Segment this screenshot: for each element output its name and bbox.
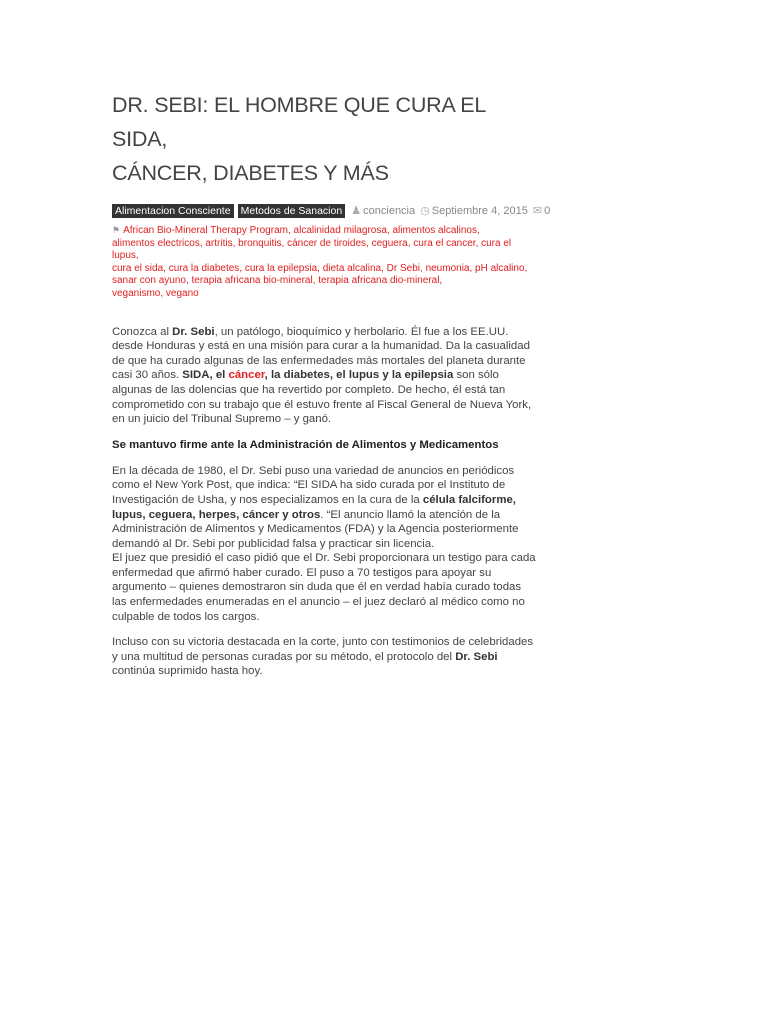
tag-link[interactable]: pH alcalino xyxy=(475,262,525,274)
text: continúa suprimido hasta hoy. xyxy=(112,665,263,678)
comments-icon: ✉ xyxy=(532,205,543,217)
text: En la década de 1980, el Dr. Sebi puso una variedad de anuncios en periódicos como el New York Post, que indica: “El SIDA ha sido curada por el Instituto de Investigación de Usha, y nos especializamos en la cura de la xyxy=(112,464,515,506)
cancer-link[interactable]: cáncer xyxy=(228,369,265,382)
paragraph xyxy=(112,325,538,427)
title-line-2: CÁNCER, DIABETES Y MÁS xyxy=(112,161,389,185)
author-link[interactable]: conciencia xyxy=(363,205,416,217)
tag-link[interactable]: vegano xyxy=(165,287,199,299)
article-body xyxy=(112,325,538,679)
post-meta xyxy=(112,204,551,219)
comment-count[interactable]: 0 xyxy=(544,205,551,217)
tag-link[interactable]: ceguera xyxy=(371,237,408,249)
title-line-1: DR. SEBI: EL HOMBRE QUE CURA EL SIDA, xyxy=(112,93,486,151)
tag-link[interactable]: dieta alcalina xyxy=(322,262,382,274)
tag-link[interactable]: alimentos alcalinos xyxy=(392,225,477,236)
clock-icon: ◷ xyxy=(420,205,430,217)
article-title xyxy=(112,88,538,190)
tag-link[interactable]: cura la diabetes xyxy=(168,262,240,274)
tag-link[interactable]: artritis xyxy=(205,237,233,249)
tag-icon: ⚑ xyxy=(112,225,121,235)
text: Incluso con su victoria destacada en la corte, junto con testimonios de celebridades y una multitud de personas curadas por su método, el protocolo del xyxy=(112,636,534,663)
post-date: Septiembre 4, 2015 xyxy=(431,205,528,217)
tag-link[interactable]: alimentos electricos xyxy=(112,237,200,249)
tag-link[interactable]: cáncer de tiroides xyxy=(287,237,367,249)
paragraph xyxy=(112,464,538,625)
tag-link[interactable]: cura el cancer xyxy=(413,237,476,249)
bold-text: Dr. Sebi xyxy=(172,325,215,338)
text: . “El anuncio llamó la atención de la Administración de Alimentos y Medicamentos (FDA) y la Agencia posteriormente demandó al Dr. Sebi por publicidad falsa y practicar sin licencia. xyxy=(112,508,519,550)
user-icon: ♟ xyxy=(351,205,362,217)
text: Conozca al xyxy=(112,325,173,338)
tag-link[interactable]: Dr Sebi xyxy=(386,262,420,274)
text: , un patólogo, bioquímico y herbolario. Él fue a los EE.UU. desde Honduras y está en una misión para curar a la humanidad. Da la casualidad de que ha curado algunas de las enfermedades más mortales del planeta durante casi 30 años. xyxy=(112,325,530,382)
tag-link[interactable]: cura el sida xyxy=(112,262,164,274)
tag-list: ⚑ African Bio-Mineral Therapy Program, alcalinidad milagrosa, alimentos alcalinos, alimentos electricos, artritis, bronquitis, cáncer de tiroides, ceguera, cura el cancer, cura el lupus, cura el sida, cura la diabetes, cura la epilepsia, dieta alcalina, Dr Sebi, neumonia, pH alcalino, sanar con ayuno, terapia africana bio-mineral, terapia africana dio-mineral, veganismo, vegano xyxy=(112,225,528,299)
tag-link[interactable]: sanar con ayuno xyxy=(112,275,186,287)
tag-link[interactable]: African Bio-Mineral Therapy Program xyxy=(123,225,288,236)
tag-link[interactable]: neumonia xyxy=(425,262,470,274)
bold-text: SIDA, el xyxy=(182,369,229,382)
bold-text: , la diabetes, el lupus y la epilepsia xyxy=(264,369,454,382)
bold-text: Dr. Sebi xyxy=(455,650,498,663)
category-link[interactable]: Alimentacion Consciente xyxy=(112,204,234,218)
tag-link[interactable]: terapia africana bio-mineral xyxy=(191,275,313,287)
tag-link[interactable]: cura el lupus xyxy=(112,237,512,262)
tag-link[interactable]: veganismo xyxy=(112,287,161,299)
paragraph xyxy=(112,635,538,679)
tag-link[interactable]: alcalinidad milagrosa xyxy=(293,225,387,236)
article xyxy=(112,88,551,690)
text: son sólo algunas de las dolencias que ha revertido por completo. De hecho, él está tan comprometido con su trabajo que él estuvo frente al Fiscal General de Nueva York, en un juicio del Tribunal Supremo – y ganó. xyxy=(112,369,532,426)
category-link[interactable]: Metodos de Sanacion xyxy=(238,204,346,218)
tag-link[interactable]: terapia africana dio-mineral xyxy=(318,275,440,287)
text: El juez que presidió el caso pidió que el Dr. Sebi proporcionara un testigo para cada enfermedad que afirmó haber curado. El puso a 70 testigos para apoyar su argumento – quienes demostraron sin duda que él en verdad había curado todas las enfermedades enumeradas en el anuncio – el juez declaró al médico como no culpable de todos los cargos. xyxy=(112,552,536,623)
tag-link[interactable]: bronquitis xyxy=(238,237,282,249)
section-subheading: Se mantuvo firme ante la Administración de Alimentos y Medicamentos xyxy=(112,438,499,451)
tag-link[interactable]: cura la epilepsia xyxy=(244,262,318,274)
bold-text: célula falciforme, lupus, ceguera, herpes, cáncer y otros xyxy=(112,493,516,521)
